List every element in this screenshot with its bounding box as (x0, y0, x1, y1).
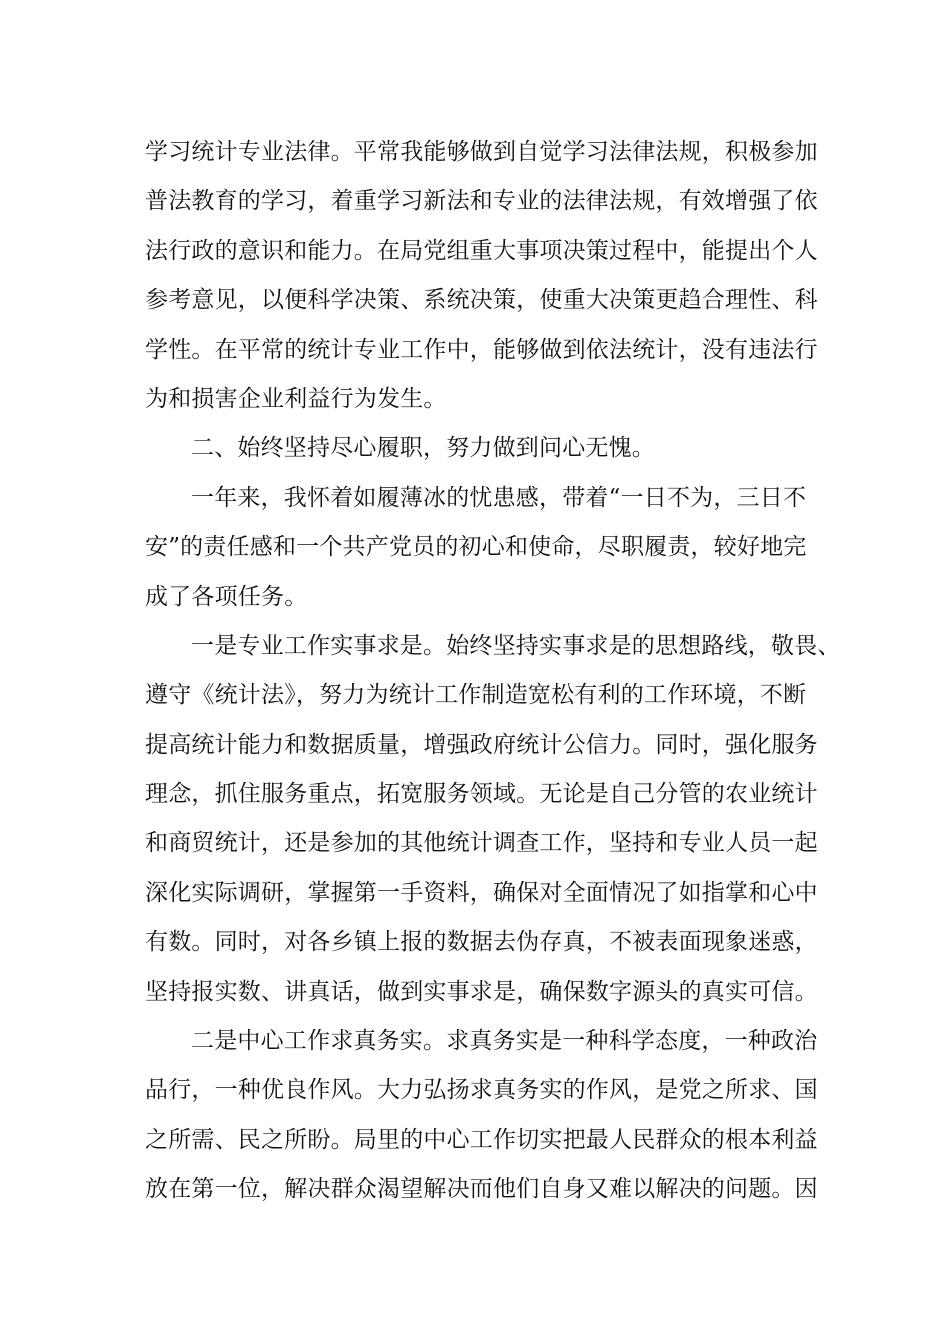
text-line: 法行政的意识和能力。在局党组重大事项决策过程中，能提出个人 (145, 237, 818, 264)
text-line: 参考意见，以便科学决策、系统决策，使重大决策更趋合理性、科 (145, 287, 818, 314)
text-line: 理念，抓住服务重点，拓宽服务领域。无论是自己分管的农业统计 (145, 781, 818, 808)
document-body (145, 128, 841, 1215)
text-line: 安”的责任感和一个共产党员的初心和使命，尽职履责，较好地完 (145, 534, 807, 561)
text-line: 成了各项任务。 (145, 583, 308, 610)
text-line: 普法教育的学习，着重学习新法和专业的法律法规，有效增强了依 (145, 188, 818, 215)
text-line: 学习统计专业法律。平常我能够做到自觉学习法律法规，积极参加 (145, 139, 818, 165)
paragraph-start: 一年来，我怀着如履薄冰的忧患感，带着“一日不为，三日不 (191, 484, 807, 511)
text-line: 提高统计能力和数据质量，增强政府统计公信力。同时，强化服务 (145, 731, 818, 758)
text-line: 遵守《统计法》，努力为统计工作制造宽松有利的工作环境，不断 (145, 682, 807, 709)
section-heading: 二、始终坚持尽心履职，努力做到问心无愧。 (191, 435, 655, 462)
text-line: 之所需、民之所盼。局里的中心工作切实把最人民群众的根本利益 (145, 1126, 818, 1153)
paragraph-start: 一是专业工作实事求是。始终坚持实事求是的思想路线，敬畏、 (191, 632, 841, 659)
text-line: 放在第一位，解决群众渴望解决而他们自身又难以解决的问题。因 (145, 1176, 818, 1203)
text-line: 为和损害企业利益行为发生。 (145, 385, 447, 412)
text-line: 和商贸统计，还是参加的其他统计调查工作，坚持和专业人员一起 (145, 830, 818, 857)
text-line: 深化实际调研，掌握第一手资料，确保对全面情况了如指掌和心中 (145, 879, 818, 906)
text-line: 有数。同时，对各乡镇上报的数据去伪存真，不被表面现象迷惑， (145, 929, 818, 956)
text-line: 品行，一种优良作风。大力弘扬求真务实的作风，是党之所求、国 (145, 1077, 818, 1104)
text-line: 学性。在平常的统计专业工作中，能够做到依法统计，没有违法行 (145, 336, 818, 363)
text-line: 坚持报实数、讲真话，做到实事求是，确保数字源头的真实可信。 (145, 978, 818, 1005)
paragraph-start: 二是中心工作求真务实。求真务实是一种科学态度，一种政治 (191, 1028, 818, 1055)
